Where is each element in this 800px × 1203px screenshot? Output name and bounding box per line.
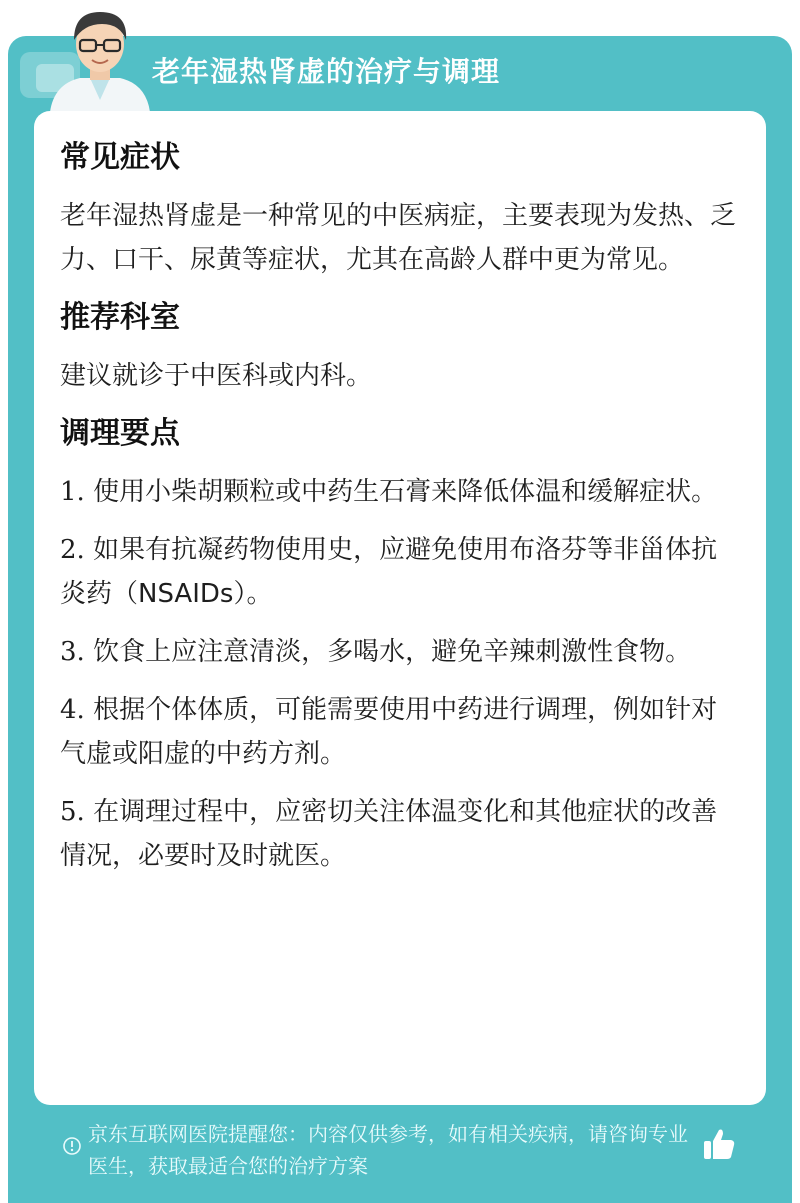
page-title: 老年湿热肾虚的治疗与调理: [152, 55, 501, 88]
content-area: [60, 132, 740, 892]
list-item: 4. 根据个体体质，可能需要使用中药进行调理，例如针对气虚或阳虚的中药方剂。: [60, 695, 718, 769]
department-text: 建议就诊于中医科或内科。: [60, 361, 373, 391]
info-icon: [62, 1136, 82, 1156]
symptoms-text: 老年湿热肾虚是一种常见的中医病症，主要表现为发热、乏力、口干、尿黄等症状，尤其在高龄人群中更为常见。: [60, 201, 737, 275]
thumbs-up-icon[interactable]: [702, 1126, 736, 1162]
list-item: 3. 饮食上应注意清淡，多喝水，避免辛辣刺激性食物。: [60, 637, 692, 667]
section-title-department: 推荐科室: [60, 300, 180, 335]
list-item: 2. 如果有抗凝药物使用史，应避免使用布洛芬等非甾体抗炎药（NSAIDs）。: [60, 535, 718, 609]
list-item: 5. 在调理过程中，应密切关注体温变化和其他症状的改善情况，必要时及时就医。: [60, 797, 718, 871]
doctor-avatar: [40, 0, 160, 112]
section-title-care-points: 调理要点: [60, 416, 180, 451]
disclaimer-text: 京东互联网医院提醒您：内容仅供参考，如有相关疾病，请咨询专业医生，获取最适合您的治疗方案: [88, 1122, 688, 1178]
section-title-symptoms: 常见症状: [60, 140, 180, 175]
list-item: 1. 使用小柴胡颗粒或中药生石膏来降低体温和缓解症状。: [60, 477, 718, 507]
